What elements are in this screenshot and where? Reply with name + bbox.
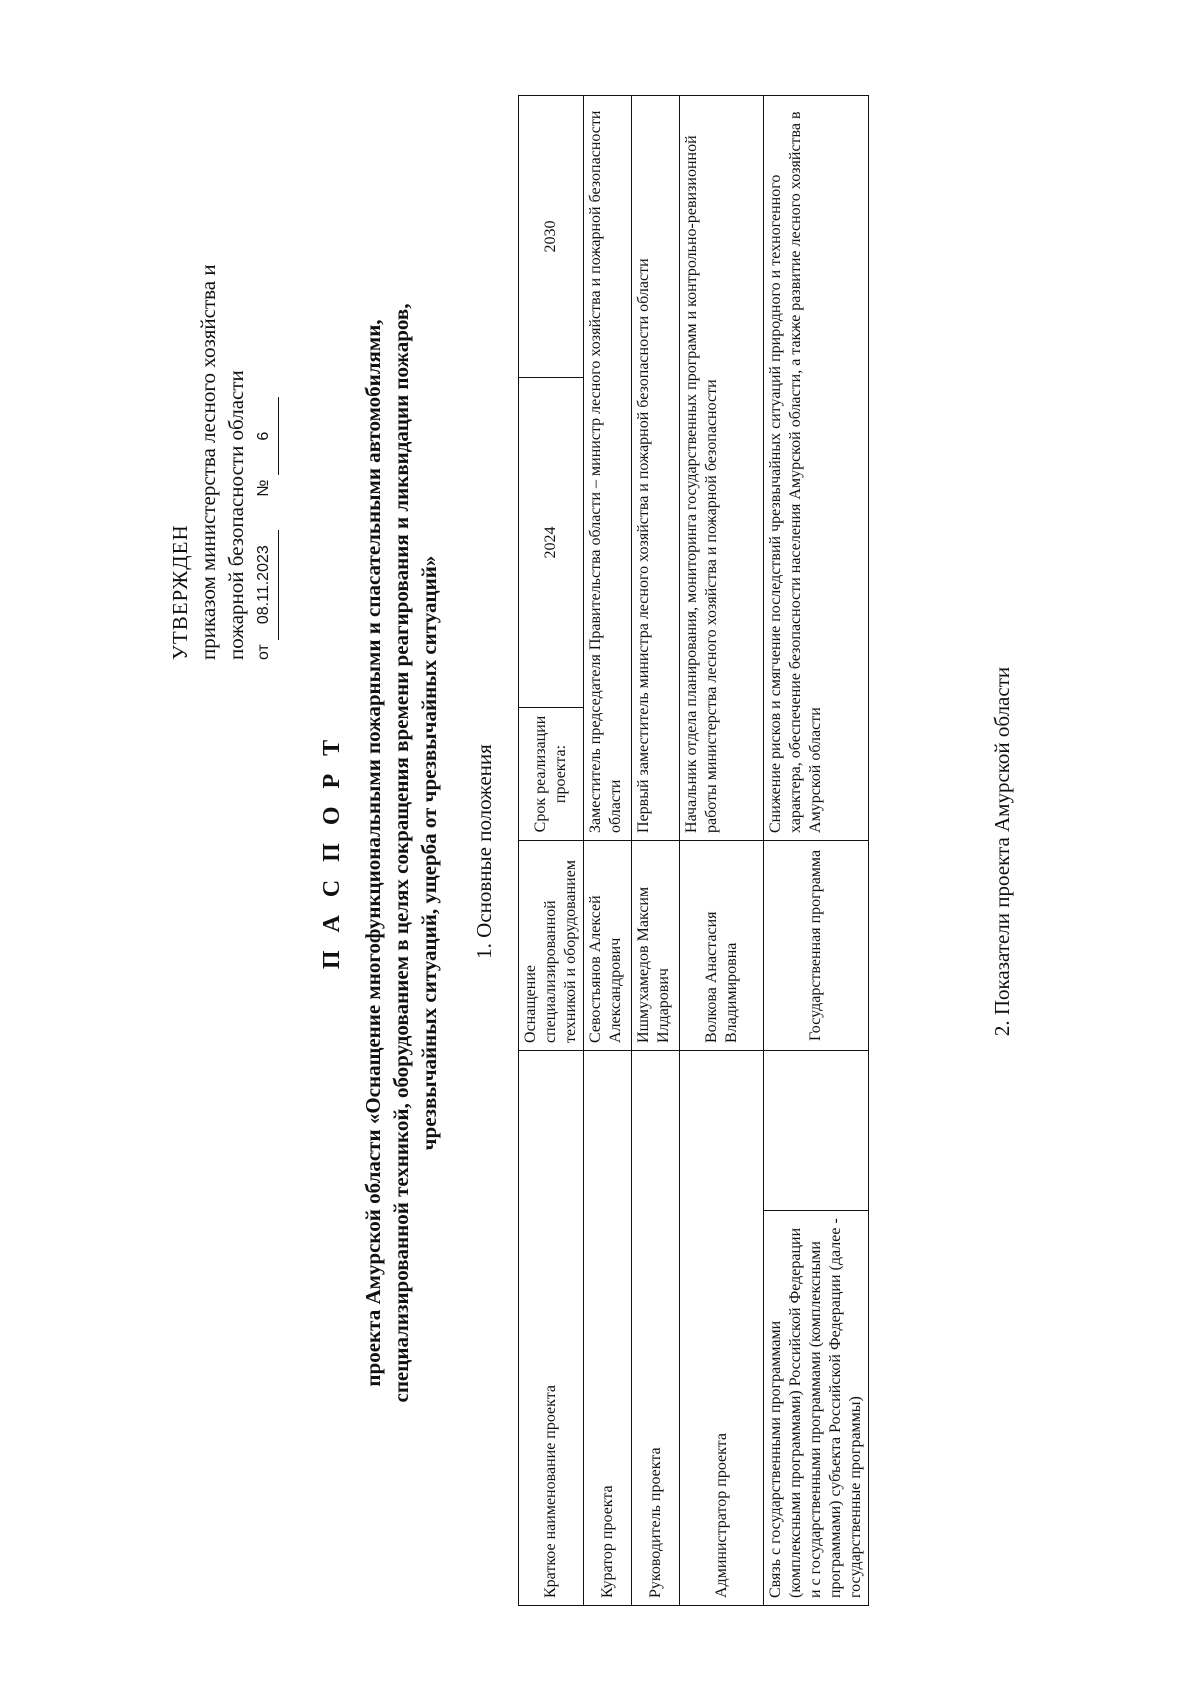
section-2-title: 2. Показатели проекта Амурской области: [990, 666, 1014, 1037]
document-title: П А С П О Р Т: [319, 733, 345, 970]
head-label: Руководитель проекта: [632, 1050, 680, 1605]
period-start: 2024: [519, 377, 584, 707]
admin-position: Начальник отдела планирования, мониторинга государственных программ и контрольно-ревизионной работы министерства лесного хозяйства и пожарной безопасности: [680, 95, 764, 840]
admin-label: Администратор проекта: [680, 1050, 764, 1605]
head-name: Ишмухамедов Максим Илдарович: [632, 840, 680, 1050]
table-row: [764, 95, 869, 1605]
number-prefix: №: [255, 479, 272, 497]
approval-number: 6: [250, 397, 279, 475]
approval-stamp: [166, 100, 279, 660]
link-value: Снижение рисков и смягчение последствий чрезвычайных ситуаций природного и техногенного характера, обеспечение безопасности населения Амурской области, а также развитие лесного хозяйства в Амурской области: [764, 95, 869, 840]
table-row: [680, 95, 764, 1605]
section-1-title: 1. Основные положения: [472, 744, 496, 959]
table-row: [632, 95, 680, 1605]
project-subtitle: проекта Амурской области «Оснащение многофункциональными пожарными и спасательными автомобилями, специализированной техникой, оборудованием в целях сокращения времени реагирования и ликвидации пожаров, чрезвычайных ситуаций, ущерба от чрезвычайных ситуаций»: [361, 303, 441, 1403]
period-end: 2030: [519, 95, 584, 377]
approval-line-2: пожарной безопасности области: [224, 370, 248, 660]
link-label: Связь с государственными программами (комплексными программами) Российской Федерации и с государственными программами (комплексными программами) субъекта Российской Федерации (далее - государственные программы): [764, 1211, 869, 1606]
short-name-value: Оснащение специализированной техникой и оборудованием: [519, 840, 584, 1050]
curator-position: Заместитель председателя Правительства области – министр лесного хозяйства и пожарной безопасности области: [584, 95, 632, 840]
table-row: [519, 95, 584, 1605]
head-position: Первый заместитель министра лесного хозяйства и пожарной безопасности области: [632, 95, 680, 840]
table-row: [584, 95, 632, 1605]
date-prefix: от: [255, 644, 272, 660]
link-empty-cell: [764, 1050, 869, 1210]
curator-name: Севостьянов Алексей Александрович: [584, 840, 632, 1050]
approval-line-1: приказом министерства лесного хозяйства и: [196, 264, 220, 660]
approval-date-row: [250, 100, 279, 660]
link-type: Государственная программа: [764, 840, 869, 1050]
admin-name: Волкова Анастасия Владимировна: [680, 840, 764, 1050]
main-provisions-table: [518, 95, 869, 1606]
approval-heading: УТВЕРЖДЕН: [168, 524, 192, 660]
curator-label: Куратор проекта: [584, 1050, 632, 1605]
short-name-label: Краткое наименование проекта: [519, 1050, 584, 1605]
period-label: Срок реализации проекта:: [519, 707, 584, 840]
approval-date: 08.11.2023: [250, 530, 279, 640]
